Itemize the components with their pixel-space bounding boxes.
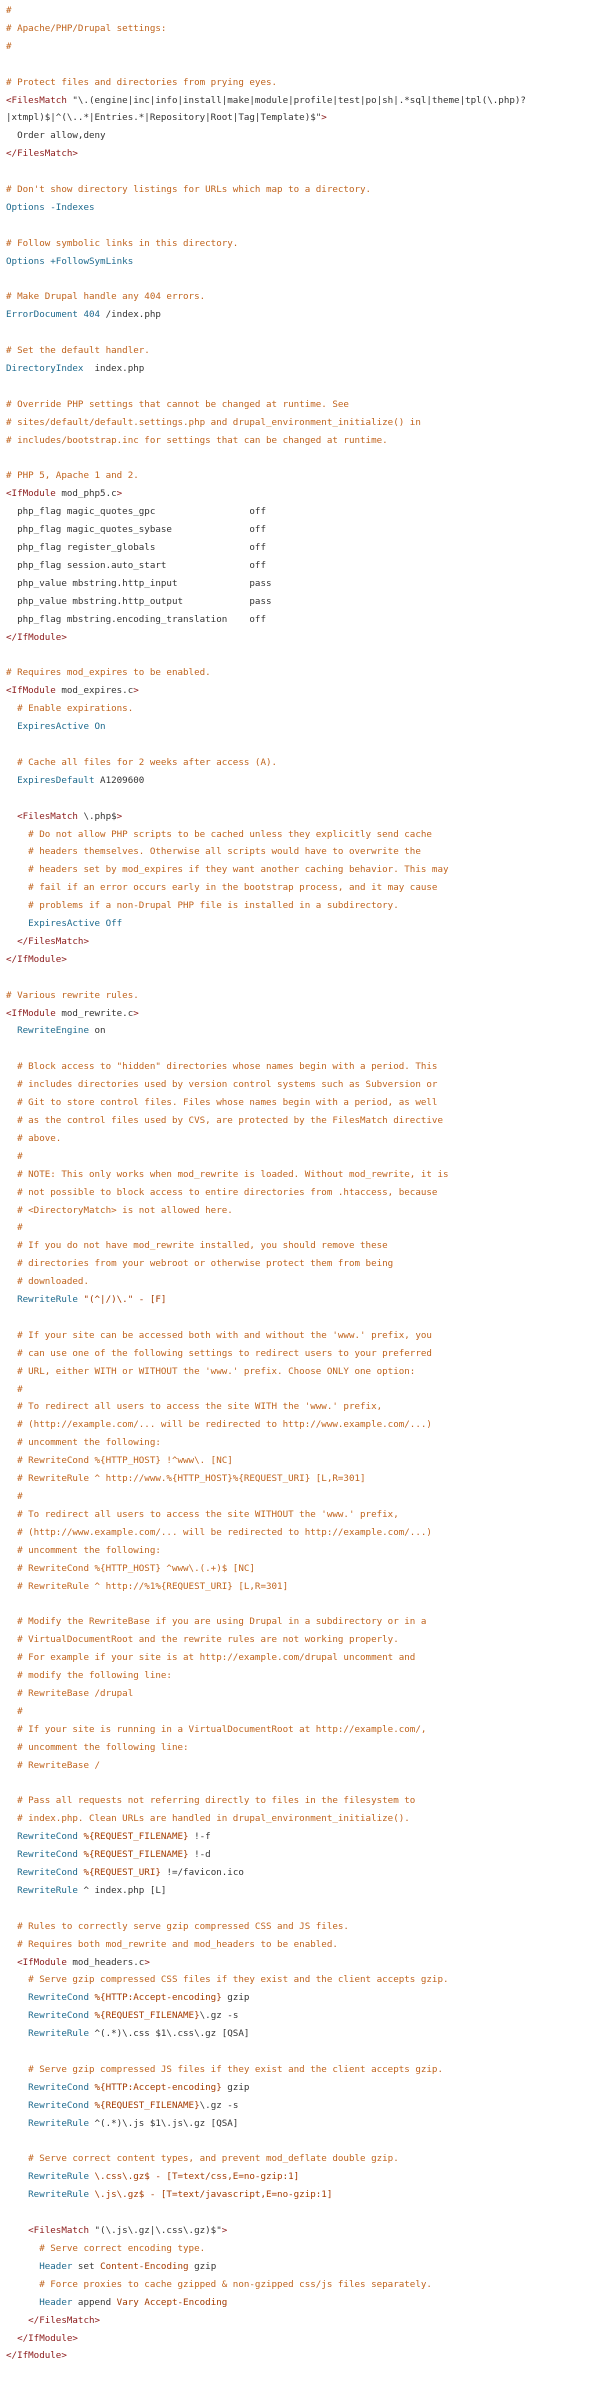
code-token: gzip	[221, 1992, 250, 2004]
code-token: mod_rewrite.c	[61, 1007, 134, 1019]
code-token: on	[94, 1025, 106, 1037]
code-token: # Requires both mod_rewrite and mod_headers to be enabled.	[6, 1938, 338, 1950]
code-token: </IfModule>	[6, 2350, 67, 2362]
code-token: !-f	[188, 1831, 211, 1843]
code-token: php_flag register_globals off	[6, 542, 266, 554]
code-line	[6, 432, 594, 450]
code-token: ^(.*)\.css $1\.css\.gz [QSA]	[94, 2028, 250, 2040]
code-token: # Pass all requests not referring directly to files in the filesystem to	[6, 1795, 416, 1807]
code-line	[6, 1846, 594, 1864]
code-token: # Serve correct encoding type.	[6, 2242, 206, 2254]
code-line	[6, 1542, 594, 1560]
code-line	[6, 2240, 594, 2258]
code-token: # Git to store control files. Files whose names begin with a period, as well	[6, 1097, 438, 1109]
code-line	[6, 1792, 594, 1810]
code-line	[6, 718, 594, 736]
code-line	[6, 1685, 594, 1703]
code-line	[6, 664, 594, 682]
code-token: \.js\.gz$ - [T=text/javascript,E=no-gzip:1]	[94, 2189, 333, 2201]
code-token: # Don't show directory listings for URLs which map to a directory.	[6, 184, 372, 196]
code-token: /index.php	[100, 309, 161, 321]
code-line	[6, 342, 594, 360]
code-token: \.css\.gz$ - [T=text/css,E=no-gzip:1]	[94, 2171, 300, 2183]
code-token: >	[133, 1007, 139, 1019]
code-line	[6, 74, 594, 92]
code-line	[6, 2168, 594, 2186]
code-line	[6, 826, 594, 844]
code-line	[6, 92, 594, 110]
code-line	[6, 1954, 594, 1972]
code-line	[6, 253, 594, 271]
code-token: <IfModule	[6, 1956, 73, 1968]
code-line	[6, 1363, 594, 1381]
code-line	[6, 521, 594, 539]
code-line	[6, 271, 594, 289]
code-token: -Indexes	[50, 201, 95, 213]
code-token: # Apache/PHP/Drupal settings:	[6, 22, 167, 34]
code-token: php_value mbstring.http_output pass	[6, 595, 272, 607]
code-line	[6, 861, 594, 879]
code-line	[6, 2097, 594, 2115]
code-token: # RewriteBase /	[6, 1759, 101, 1771]
code-line	[6, 1649, 594, 1667]
code-token: # Rules to correctly serve gzip compressed CSS and JS files.	[6, 1920, 349, 1932]
code-line	[6, 2079, 594, 2097]
code-token: # headers set by mod_expires if they want another caching behavior. This may	[6, 864, 449, 876]
code-token: # above.	[6, 1132, 62, 1144]
code-token: # Do not allow PHP scripts to be cached unless they explicitly send cache	[6, 828, 432, 840]
code-line	[6, 897, 594, 915]
code-line	[6, 1022, 594, 1040]
code-line	[6, 485, 594, 503]
code-line	[6, 1452, 594, 1470]
code-line	[6, 1094, 594, 1112]
code-token: #	[6, 5, 12, 16]
code-line	[6, 1416, 594, 1434]
code-line	[6, 1739, 594, 1757]
code-line	[6, 450, 594, 468]
code-line	[6, 1237, 594, 1255]
code-token: php_flag magic_quotes_gpc off	[6, 506, 266, 518]
code-token: # VirtualDocumentRoot and the rewrite rules are not working properly.	[6, 1634, 399, 1646]
code-token: # (http://www.example.com/... will be redirected to http://example.com/...)	[6, 1526, 432, 1538]
code-token: RewriteRule	[6, 1294, 84, 1306]
code-token: # Override PHP settings that cannot be changed at runtime. See	[6, 398, 349, 410]
code-token: |xtmpl)$|^(\..*|Entries.*|Repository|Root|Tag|Template)$"	[6, 112, 322, 124]
code-line	[6, 1989, 594, 2007]
code-token: ErrorDocument	[6, 309, 84, 321]
code-token: >	[144, 1956, 150, 1968]
code-line	[6, 2294, 594, 2312]
code-token: # RewriteRule ^ http://%1%{REQUEST_URI} [L,R=301]	[6, 1580, 289, 1592]
code-token: Off	[105, 918, 123, 930]
code-token: <FilesMatch	[6, 810, 84, 822]
code-token: 404	[83, 309, 101, 321]
code-token: # Cache all files for 2 weeks after access (A).	[6, 756, 278, 768]
code-line	[6, 56, 594, 74]
code-token: <IfModule	[6, 488, 62, 500]
code-token: #	[6, 1150, 23, 1162]
code-line	[6, 2007, 594, 2025]
code-token: mod_php5.c	[61, 488, 117, 500]
code-token: # can use one of the following settings to redirect users to your preferred	[6, 1347, 432, 1359]
code-token: # downloaded.	[6, 1276, 89, 1288]
code-line	[6, 1613, 594, 1631]
code-line	[6, 593, 594, 611]
code-line	[6, 1828, 594, 1846]
code-line	[6, 951, 594, 969]
code-token: # RewriteRule ^ http://www.%{HTTP_HOST}%{REQUEST_URI} [L,R=301]	[6, 1473, 366, 1485]
code-token: # Follow symbolic links in this directory.	[6, 237, 239, 249]
code-line	[6, 163, 594, 181]
code-token: # If you do not have mod_rewrite installed, you should remove these	[6, 1240, 388, 1252]
code-line	[6, 915, 594, 933]
code-line	[6, 1076, 594, 1094]
code-token: # Serve correct content types, and prevent mod_deflate double gzip.	[6, 2153, 399, 2165]
code-token: ^(.*)\.js $1\.js\.gz [QSA]	[94, 2117, 239, 2129]
code-line	[6, 1524, 594, 1542]
code-token: # Enable expirations.	[6, 703, 134, 715]
code-line	[6, 199, 594, 217]
code-line	[6, 1166, 594, 1184]
code-token: # uncomment the following:	[6, 1544, 161, 1556]
code-token: >	[221, 2225, 228, 2237]
code-token: append	[77, 2296, 117, 2308]
code-token: # Serve gzip compressed CSS files if they exist and the client accepts gzip.	[6, 1974, 449, 1986]
code-token: php_flag magic_quotes_sybase off	[6, 524, 266, 536]
code-line	[6, 2330, 594, 2348]
code-line	[6, 1148, 594, 1166]
code-token: <IfModule	[6, 1007, 62, 1019]
code-line	[6, 1470, 594, 1488]
code-token: # If your site is running in a VirtualDocumentRoot at http://example.com/,	[6, 1723, 427, 1735]
code-line	[6, 1810, 594, 1828]
code-token: RewriteRule	[6, 2189, 95, 2201]
code-token: Order allow,deny	[6, 130, 106, 142]
code-token: Vary Accept-Encoding	[116, 2296, 228, 2308]
code-token: !-d	[188, 1849, 211, 1861]
code-line	[6, 1255, 594, 1273]
code-line	[6, 1488, 594, 1506]
code-line	[6, 288, 594, 306]
code-token: !=/favicon.ico	[160, 1867, 244, 1879]
code-line	[6, 38, 594, 56]
code-token: #	[6, 40, 12, 52]
code-token: \.gz -s	[199, 2099, 239, 2111]
code-line	[6, 700, 594, 718]
code-token: </FilesMatch>	[6, 2314, 101, 2326]
code-token: </FilesMatch>	[6, 935, 89, 947]
code-token: gzip	[221, 2081, 250, 2093]
code-line	[6, 2186, 594, 2204]
code-token: php_value mbstring.http_input pass	[6, 577, 272, 589]
code-line	[6, 2204, 594, 2222]
code-token: "(^|/)\." - [F]	[83, 1294, 167, 1306]
code-line	[6, 575, 594, 593]
code-token: # <DirectoryMatch> is not allowed here.	[6, 1204, 233, 1216]
code-token: mod_headers.c	[72, 1956, 145, 1968]
code-token: # NOTE: This only works when mod_rewrite is loaded. Without mod_rewrite, it is	[6, 1168, 449, 1180]
code-token: RewriteEngine	[6, 1025, 95, 1037]
code-token: php_flag session.auto_start off	[6, 559, 266, 571]
code-line	[6, 1936, 594, 1954]
code-token: >	[116, 488, 123, 500]
code-token: ^ index.php [L]	[83, 1884, 167, 1896]
code-line	[6, 1631, 594, 1649]
code-token: </IfModule>	[6, 2332, 78, 2344]
code-token: <FilesMatch	[6, 2225, 95, 2237]
code-line	[6, 2258, 594, 2276]
code-line	[6, 1058, 594, 1076]
code-token: >	[116, 810, 123, 822]
code-token: # includes/bootstrap.inc for settings that can be changed at runtime.	[6, 434, 388, 446]
code-line	[6, 1309, 594, 1327]
code-line	[6, 181, 594, 199]
code-token: RewriteCond	[6, 1992, 95, 2004]
code-line	[6, 1971, 594, 1989]
code-line	[6, 1506, 594, 1524]
code-token: # directories from your webroot or otherwise protect them from being	[6, 1258, 394, 1270]
code-line	[6, 2, 594, 20]
code-line	[6, 414, 594, 432]
code-token: %{HTTP:Accept-encoding}	[94, 2081, 222, 2093]
code-token: # For example if your site is at http://example.com/drupal uncomment and	[6, 1652, 416, 1664]
code-token: Header	[6, 2296, 78, 2308]
code-line	[6, 324, 594, 342]
code-token: # If your site can be accessed both with and without the 'www.' prefix, you	[6, 1329, 432, 1341]
code-token: ExpiresActive	[6, 918, 106, 930]
code-token: # RewriteCond %{HTTP_HOST} !^www\. [NC]	[6, 1455, 233, 1467]
code-token: DirectoryIndex	[6, 363, 84, 375]
code-token: RewriteRule	[6, 2028, 95, 2040]
code-line	[6, 2150, 594, 2168]
code-line	[6, 378, 594, 396]
code-line	[6, 754, 594, 772]
code-token: # uncomment the following:	[6, 1437, 161, 1449]
code-line	[6, 2025, 594, 2043]
code-token: %{REQUEST_FILENAME}	[94, 2099, 200, 2111]
code-line	[6, 306, 594, 324]
code-line	[6, 503, 594, 521]
code-line	[6, 20, 594, 38]
code-line	[6, 629, 594, 647]
code-token: # RewriteCond %{HTTP_HOST} ^www\.(.+)$ [NC]	[6, 1562, 255, 1574]
code-line	[6, 1721, 594, 1739]
code-token: # RewriteBase /drupal	[6, 1687, 134, 1699]
code-token: RewriteRule	[6, 2171, 95, 2183]
code-line	[6, 127, 594, 145]
code-token: RewriteCond	[6, 1849, 84, 1861]
code-line	[6, 2115, 594, 2133]
code-line	[6, 2061, 594, 2079]
code-token: Header	[6, 2260, 78, 2272]
code-line	[6, 2276, 594, 2294]
code-line	[6, 235, 594, 253]
code-line	[6, 539, 594, 557]
code-token: %{HTTP:Accept-encoding}	[94, 1992, 222, 2004]
code-token: "\.(engine|inc|info|install|make|module|profile|test|po|sh|.*sql|theme|tpl(\.php)?	[72, 94, 526, 106]
code-line	[6, 1703, 594, 1721]
code-token: set	[77, 2260, 101, 2272]
code-line	[6, 2222, 594, 2240]
code-token: RewriteCond	[6, 1867, 84, 1879]
code-token: # Force proxies to cache gzipped & non-gzipped css/js files separately.	[6, 2278, 432, 2290]
code-line	[6, 611, 594, 629]
code-token: # Block access to "hidden" directories whose names begin with a period. This	[6, 1061, 438, 1073]
code-token: RewriteRule	[6, 1884, 84, 1896]
code-line	[6, 1667, 594, 1685]
code-token: # Various rewrite rules.	[6, 989, 139, 1001]
code-line	[6, 790, 594, 808]
code-token: Options	[6, 201, 51, 213]
code-line	[6, 109, 594, 127]
code-token: # as the control files used by CVS, are protected by the FilesMatch directive	[6, 1115, 443, 1126]
code-line	[6, 360, 594, 378]
code-line	[6, 1327, 594, 1345]
code-token: # modify the following line:	[6, 1670, 172, 1682]
code-line	[6, 1381, 594, 1399]
code-line	[6, 1595, 594, 1613]
code-line	[6, 736, 594, 754]
code-line	[6, 647, 594, 665]
code-line	[6, 772, 594, 790]
code-line	[6, 1184, 594, 1202]
code-token: # Modify the RewriteBase if you are using Drupal in a subdirectory or in a	[6, 1616, 427, 1628]
code-line	[6, 1040, 594, 1058]
code-token: # Requires mod_expires to be enabled.	[6, 667, 211, 679]
code-token: mod_expires.c	[61, 685, 134, 697]
code-line	[6, 1560, 594, 1578]
code-line	[6, 1273, 594, 1291]
code-line	[6, 1112, 594, 1130]
code-token: %{REQUEST_FILENAME}	[83, 1849, 189, 1861]
code-line	[6, 2347, 594, 2365]
code-token: A1209600	[100, 774, 145, 786]
code-line	[6, 808, 594, 826]
code-token: RewriteCond	[6, 2010, 95, 2022]
code-line	[6, 1578, 594, 1596]
code-line	[6, 1345, 594, 1363]
code-line	[6, 1918, 594, 1936]
code-token: #	[6, 1383, 23, 1395]
code-token: >	[321, 112, 327, 124]
code-token: # Make Drupal handle any 404 errors.	[6, 291, 206, 303]
code-line	[6, 1291, 594, 1309]
code-line	[6, 467, 594, 485]
code-token: #	[6, 1705, 23, 1717]
code-line	[6, 1882, 594, 1900]
code-token: # Serve gzip compressed JS files if they exist and the client accepts gzip.	[6, 2063, 443, 2075]
code-token: </IfModule>	[6, 953, 67, 965]
code-line	[6, 1775, 594, 1793]
code-line	[6, 1757, 594, 1775]
code-token: Content-Encoding	[100, 2260, 189, 2272]
code-token: <IfModule	[6, 685, 62, 697]
code-line	[6, 217, 594, 235]
code-line	[6, 396, 594, 414]
code-token: "(\.js\.gz|\.css\.gz)$"	[94, 2225, 222, 2237]
code-line	[6, 2043, 594, 2061]
code-token: # index.php. Clean URLs are handled in drupal_environment_initialize().	[6, 1813, 410, 1825]
code-line	[6, 843, 594, 861]
code-line	[6, 1005, 594, 1023]
code-token: On	[94, 721, 106, 733]
code-token: >	[133, 685, 139, 697]
code-line	[6, 879, 594, 897]
code-line	[6, 987, 594, 1005]
code-line	[6, 557, 594, 575]
code-token: </IfModule>	[6, 631, 67, 643]
code-line	[6, 1219, 594, 1237]
code-token: # To redirect all users to access the site WITH the 'www.' prefix,	[6, 1401, 383, 1413]
code-token: \.gz -s	[199, 2010, 239, 2022]
code-token: # URL, either WITH or WITHOUT the 'www.' prefix. Choose ONLY one option:	[6, 1365, 416, 1377]
code-token: index.php	[83, 363, 145, 375]
code-token: #	[6, 1222, 23, 1234]
code-token: RewriteCond	[6, 1831, 84, 1843]
code-token: # Protect files and directories from prying eyes.	[6, 76, 278, 88]
code-token: # (http://example.com/... will be redirected to http://www.example.com/...)	[6, 1419, 432, 1431]
code-line	[6, 1434, 594, 1452]
code-token: # headers themselves. Otherwise all scripts would have to overwrite the	[6, 846, 421, 858]
code-token: php_flag mbstring.encoding_translation off	[6, 613, 266, 625]
code-token: # To redirect all users to access the site WITHOUT the 'www.' prefix,	[6, 1508, 399, 1520]
code-line	[6, 2133, 594, 2151]
code-line	[6, 1130, 594, 1148]
code-token: RewriteCond	[6, 2081, 95, 2093]
code-token: # Set the default handler.	[6, 345, 150, 357]
code-token: ExpiresActive	[6, 721, 95, 733]
code-line	[6, 1398, 594, 1416]
code-token: # problems if a non-Drupal PHP file is installed in a subdirectory.	[6, 900, 399, 912]
code-token: # sites/default/default.settings.php and drupal_environment_initialize() in	[6, 416, 421, 428]
code-token: gzip	[188, 2260, 217, 2272]
code-token: </FilesMatch>	[6, 148, 78, 160]
code-token: # not possible to block access to entire directories from .htaccess, because	[6, 1186, 438, 1198]
code-line	[6, 145, 594, 163]
code-token: %{REQUEST_FILENAME}	[83, 1831, 189, 1843]
code-token: ExpiresDefault	[6, 774, 101, 786]
code-token: \.php$	[83, 810, 117, 822]
code-token: #	[6, 1491, 23, 1503]
code-line	[6, 1202, 594, 1220]
code-token: RewriteRule	[6, 2117, 95, 2129]
code-line	[6, 682, 594, 700]
code-token: RewriteCond	[6, 2099, 95, 2111]
code-token: # PHP 5, Apache 1 and 2.	[6, 470, 139, 482]
code-token: # uncomment the following line:	[6, 1741, 189, 1753]
code-line	[6, 969, 594, 987]
code-line	[6, 2312, 594, 2330]
code-line	[6, 933, 594, 951]
code-token: # includes directories used by version control systems such as Subversion or	[6, 1079, 438, 1091]
code-line	[6, 1900, 594, 1918]
code-token: %{REQUEST_FILENAME}	[94, 2010, 200, 2022]
code-token: <FilesMatch	[6, 94, 73, 106]
code-token: +FollowSymLinks	[50, 255, 134, 267]
code-token: %{REQUEST_URI}	[83, 1867, 161, 1879]
code-token: # fail if an error occurs early in the bootstrap process, and it may cause	[6, 882, 438, 894]
code-line	[6, 1864, 594, 1882]
code-token: Options	[6, 255, 51, 267]
